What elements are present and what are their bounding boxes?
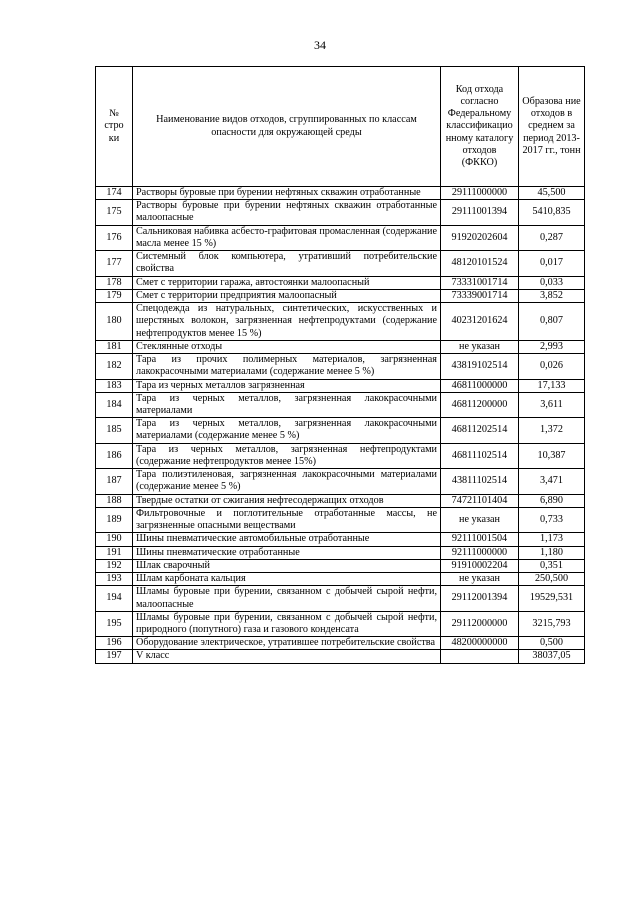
- row-number: 189: [96, 507, 133, 532]
- table-row: [96, 251, 585, 276]
- row-amount: 2,993: [519, 340, 585, 353]
- row-amount: 0,733: [519, 507, 585, 532]
- row-amount: 19529,531: [519, 586, 585, 611]
- row-number: 190: [96, 533, 133, 546]
- row-code: не указан: [441, 340, 519, 353]
- row-amount: 0,026: [519, 354, 585, 379]
- row-name: Смет с территории предприятия малоопасный: [133, 289, 441, 302]
- row-name: Сальниковая набивка асбесто-графитовая промасленная (содержание масла менее 15 %): [133, 225, 441, 250]
- row-code: 48120101524: [441, 251, 519, 276]
- row-number: 182: [96, 354, 133, 379]
- row-code: [441, 650, 519, 663]
- row-amount: 3215,793: [519, 611, 585, 636]
- row-amount: 250,500: [519, 573, 585, 586]
- row-name: Тара из черных металлов, загрязненная нефтепродуктами (содержание нефтепродуктов менее 15%): [133, 443, 441, 468]
- row-code: 46811102514: [441, 443, 519, 468]
- row-amount: 3,471: [519, 469, 585, 494]
- row-number: 193: [96, 573, 133, 586]
- row-amount: 1,180: [519, 546, 585, 559]
- row-code: 29111000000: [441, 187, 519, 200]
- row-amount: 0,033: [519, 276, 585, 289]
- row-code: 92111001504: [441, 533, 519, 546]
- page-number: 34: [314, 38, 326, 52]
- table-row: [96, 354, 585, 379]
- table-row: [96, 379, 585, 392]
- row-name: Шлам карбоната кальция: [133, 573, 441, 586]
- row-name: Шины пневматические отработанные: [133, 546, 441, 559]
- row-number: 179: [96, 289, 133, 302]
- row-number: 178: [96, 276, 133, 289]
- header-code: Код отхода согласно Федеральному классификацио нному каталогу отходов (ФККО): [441, 67, 519, 187]
- row-amount: 3,852: [519, 289, 585, 302]
- table-row: [96, 303, 585, 341]
- row-amount: 17,133: [519, 379, 585, 392]
- row-name: Шлак сварочный: [133, 559, 441, 572]
- row-code: 91920202604: [441, 225, 519, 250]
- row-code: 29112000000: [441, 611, 519, 636]
- row-name: Твердые остатки от сжигания нефтесодержащих отходов: [133, 494, 441, 507]
- table-row: [96, 637, 585, 650]
- row-amount: 0,017: [519, 251, 585, 276]
- row-name: Тара из черных металлов, загрязненная лакокрасочными материалами: [133, 392, 441, 417]
- row-number: 185: [96, 418, 133, 443]
- row-name: Смет с территории гаража, автостоянки малоопасный: [133, 276, 441, 289]
- row-code: не указан: [441, 507, 519, 532]
- header-row: [96, 67, 585, 187]
- row-number: 174: [96, 187, 133, 200]
- table-row: [96, 276, 585, 289]
- row-number: 191: [96, 546, 133, 559]
- waste-table: [95, 66, 585, 664]
- row-number: 181: [96, 340, 133, 353]
- row-amount: 45,500: [519, 187, 585, 200]
- header-name: Наименование видов отходов, сгруппированных по классам опасности для окружающей среды: [133, 67, 441, 187]
- row-amount: 10,387: [519, 443, 585, 468]
- table-row: [96, 559, 585, 572]
- table-row: [96, 611, 585, 636]
- row-code: 46811202514: [441, 418, 519, 443]
- row-number: 197: [96, 650, 133, 663]
- row-number: 184: [96, 392, 133, 417]
- row-code: 92111000000: [441, 546, 519, 559]
- row-name: Фильтровочные и поглотительные отработанные массы, не загрязненные опасными веществами: [133, 507, 441, 532]
- table-row: [96, 289, 585, 302]
- row-number: 187: [96, 469, 133, 494]
- table-row: [96, 507, 585, 532]
- table-row: [96, 586, 585, 611]
- row-name: Системный блок компьютера, утративший потребительские свойства: [133, 251, 441, 276]
- row-amount: 1,173: [519, 533, 585, 546]
- row-number: 196: [96, 637, 133, 650]
- table-row: [96, 392, 585, 417]
- row-amount: 0,287: [519, 225, 585, 250]
- row-amount: 0,351: [519, 559, 585, 572]
- row-code: 48200000000: [441, 637, 519, 650]
- row-code: 73331001714: [441, 276, 519, 289]
- row-code: 43811102514: [441, 469, 519, 494]
- table-row: [96, 418, 585, 443]
- row-amount: 6,890: [519, 494, 585, 507]
- table-row: [96, 340, 585, 353]
- row-amount: 38037,05: [519, 650, 585, 663]
- table-row: [96, 443, 585, 468]
- row-name: Шламы буровые при бурении, связанном с добычей сырой нефти, природного (попутного) газа и газового конденсата: [133, 611, 441, 636]
- row-amount: 0,807: [519, 303, 585, 341]
- row-amount: 5410,835: [519, 200, 585, 225]
- row-code: 91910002204: [441, 559, 519, 572]
- row-name: V класс: [133, 650, 441, 663]
- table-row: [96, 469, 585, 494]
- row-name: Спецодежда из натуральных, синтетических, искусственных и шерстяных волокон, загрязненная нефтепродуктами (содержание нефтепродуктов менее 15 %): [133, 303, 441, 341]
- row-number: 188: [96, 494, 133, 507]
- row-number: 177: [96, 251, 133, 276]
- row-name: Тара из черных металлов, загрязненная лакокрасочными материалами (содержание менее 5 %): [133, 418, 441, 443]
- row-number: 195: [96, 611, 133, 636]
- row-code: 46811200000: [441, 392, 519, 417]
- table-row: [96, 187, 585, 200]
- row-code: 43819102514: [441, 354, 519, 379]
- row-amount: 0,500: [519, 637, 585, 650]
- row-number: 192: [96, 559, 133, 572]
- row-code: 74721101404: [441, 494, 519, 507]
- row-name: Тара из черных металлов загрязненная: [133, 379, 441, 392]
- row-code: 46811000000: [441, 379, 519, 392]
- table-row: [96, 546, 585, 559]
- row-name: Тара полиэтиленовая, загрязненная лакокрасочными материалами (содержание менее 5 %): [133, 469, 441, 494]
- row-amount: 1,372: [519, 418, 585, 443]
- row-code: 29111001394: [441, 200, 519, 225]
- row-name: Растворы буровые при бурении нефтяных скважин отработанные малоопасные: [133, 200, 441, 225]
- table-row: [96, 650, 585, 663]
- row-code: 29112001394: [441, 586, 519, 611]
- row-amount: 3,611: [519, 392, 585, 417]
- header-num: № стро ки: [96, 67, 133, 187]
- table-row: [96, 494, 585, 507]
- table-row: [96, 533, 585, 546]
- table-row: [96, 200, 585, 225]
- row-name: Стеклянные отходы: [133, 340, 441, 353]
- row-name: Шины пневматические автомобильные отработанные: [133, 533, 441, 546]
- row-number: 186: [96, 443, 133, 468]
- row-code: 40231201624: [441, 303, 519, 341]
- row-number: 176: [96, 225, 133, 250]
- row-code: 73339001714: [441, 289, 519, 302]
- row-number: 183: [96, 379, 133, 392]
- row-name: Тара из прочих полимерных материалов, загрязненная лакокрасочными материалами (содержание менее 5 %): [133, 354, 441, 379]
- header-amount: Образова ние отходов в среднем за период 2013-2017 гг., тонн: [519, 67, 585, 187]
- row-number: 180: [96, 303, 133, 341]
- table-row: [96, 573, 585, 586]
- row-number: 175: [96, 200, 133, 225]
- row-name: Растворы буровые при бурении нефтяных скважин отработанные: [133, 187, 441, 200]
- row-code: не указан: [441, 573, 519, 586]
- table-row: [96, 225, 585, 250]
- row-name: Шламы буровые при бурении, связанном с добычей сырой нефти, малоопасные: [133, 586, 441, 611]
- row-number: 194: [96, 586, 133, 611]
- row-name: Оборудование электрическое, утратившее потребительские свойства: [133, 637, 441, 650]
